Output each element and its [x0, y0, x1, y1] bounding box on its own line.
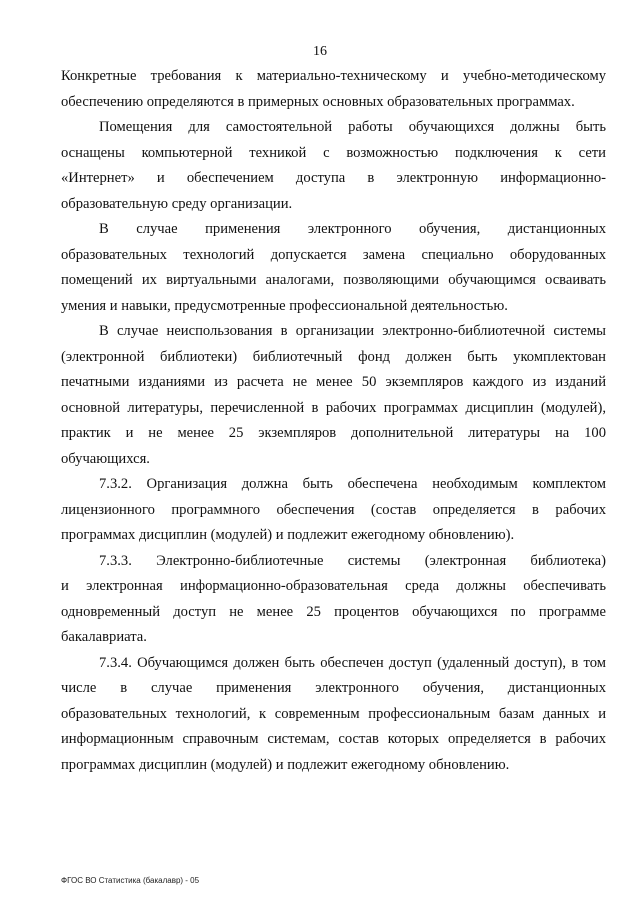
text-line: образовательных технологий допускается замена специально оборудованных	[61, 246, 606, 263]
text-line: «Интернет» и обеспечением доступа в электронную информационно-	[61, 170, 606, 186]
text-line: В случае неиспользования в организации электронно-библиотечной системы	[99, 323, 606, 339]
text-line: 7.3.4. Обучающимся должен быть обеспечен доступ (удаленный доступ), в том	[99, 654, 606, 671]
text-line: оснащены компьютерной техникой с возможностью подключения к сети	[61, 144, 606, 161]
text-line: практик и не менее 25 экземпляров дополнительной литературы на 100	[61, 425, 606, 441]
paragraph	[61, 651, 606, 779]
text-line: В случае применения электронного обучения, дистанционных	[99, 221, 606, 237]
text-line: Конкретные требования к материально-техническому и учебно-методическому	[61, 68, 606, 84]
text-line: (электронной библиотеки) библиотечный фонд должен быть укомплектован	[61, 348, 606, 365]
text-line: печатными изданиями из расчета не менее 50 экземпляров каждого из изданий	[61, 374, 606, 390]
text-line: информационным справочным системам, состав которых определяется в рабочих	[61, 731, 606, 747]
paragraph	[61, 319, 606, 472]
text-line: числе в случае применения электронного обучения, дистанционных	[61, 680, 606, 696]
text-line: и электронная информационно-образовательная среда должны обеспечивать	[61, 578, 606, 594]
text-line: одновременный доступ не менее 25 процентов обучающихся по программе	[61, 603, 606, 620]
text-line: Помещения для самостоятельной работы обучающихся должны быть	[99, 119, 606, 135]
text-line: образовательных технологий, к современным профессиональным базам данных и	[61, 705, 606, 722]
paragraph	[61, 64, 606, 115]
text-line: бакалавриата.	[61, 629, 147, 645]
text-line: 7.3.2. Организация должна быть обеспечена необходимым комплектом	[99, 476, 606, 492]
paragraph	[61, 472, 606, 549]
text-line: умения и навыки, предусмотренные профессиональной деятельностью.	[61, 297, 508, 314]
text-line: помещений их виртуальными аналогами, позволяющими обучающимся осваивать	[61, 272, 606, 288]
text-line: обучающихся.	[61, 450, 150, 467]
text-line: 7.3.3. Электронно-библиотечные системы (электронная библиотека)	[99, 552, 606, 569]
page-number: 16	[313, 44, 327, 59]
document-body	[61, 64, 606, 778]
paragraph	[61, 115, 606, 217]
text-line: программах дисциплин (модулей) и подлежит ежегодному обновлению).	[61, 527, 515, 543]
paragraph	[61, 549, 606, 651]
document-footer: ФГОС ВО Статистика (бакалавр) - 05	[61, 876, 200, 885]
text-line: обеспечению определяются в примерных основных образовательных программах.	[61, 93, 575, 110]
text-line: образовательную среду организации.	[61, 195, 293, 212]
text-line: программах дисциплин (модулей) и подлежит ежегодному обновлению.	[61, 756, 510, 773]
paragraph	[61, 217, 606, 319]
text-line: основной литературы, перечисленной в рабочих программах дисциплин (модулей),	[61, 399, 606, 416]
text-line: лицензионного программного обеспечения (состав определяется в рабочих	[61, 501, 606, 518]
